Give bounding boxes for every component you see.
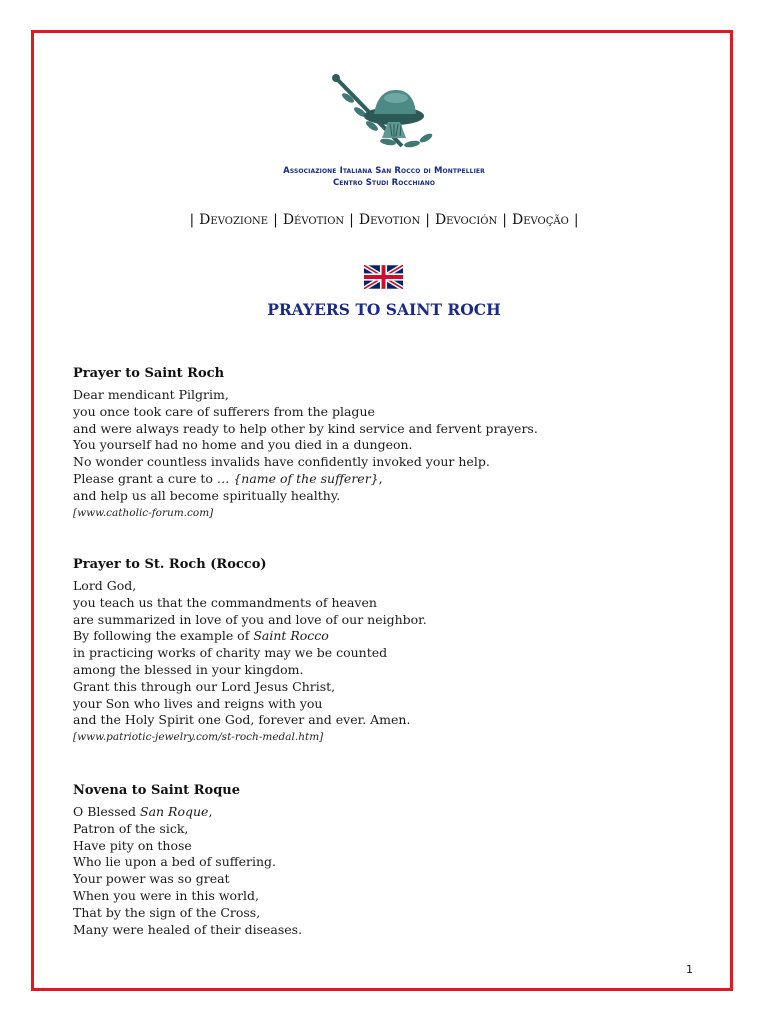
section-heading: Prayer to St. Roch (Rocco)	[73, 557, 267, 572]
prayer-line	[73, 628, 693, 645]
prayer-line: among the blessed in your kingdom.	[73, 661, 304, 677]
prayer-line: Patron of the sick,	[73, 820, 189, 836]
prayer-line: your Son who lives and reigns with you	[73, 695, 323, 711]
prayer-line-text: O Blessed	[73, 804, 141, 819]
prayer-line: you teach us that the commandments of heaven	[73, 594, 377, 610]
prayer-line: Your power was so great	[73, 871, 230, 887]
association-subtitle: Centro Studi Rocchiano	[332, 178, 436, 188]
prayer-line: No wonder countless invalids have confidently invoked your help.	[73, 454, 490, 470]
prayer-line: and were always ready to help other by kind service and fervent prayers.	[73, 420, 538, 436]
prayer-section-3	[73, 783, 693, 938]
punctuation: ,	[378, 470, 383, 486]
nav-item-devozione[interactable]: Devozione	[199, 212, 269, 228]
italic-fragment: San Roque	[140, 804, 209, 819]
nav-separator: |	[349, 212, 354, 228]
prayer-line: Many were healed of their diseases.	[73, 921, 303, 937]
prayer-line-text: Please grant a cure to	[73, 470, 217, 486]
prayer-line: That by the sign of the Cross,	[73, 904, 261, 920]
nav-item-devotion-fr[interactable]: Dévotion	[282, 212, 345, 228]
nav-separator: |	[573, 212, 579, 228]
section-heading: Prayer to Saint Roch	[73, 366, 225, 381]
prayer-line: are summarized in love of you and love of our neighbor.	[73, 611, 427, 627]
prayer-line: When you were in this world,	[73, 887, 260, 903]
nav-separator: |	[502, 212, 507, 228]
nav-item-devocao[interactable]: Devoção	[511, 212, 569, 228]
prayer-line-text: By following the example of	[73, 628, 254, 644]
pilgrim-hat-staff-logo-icon	[330, 72, 448, 156]
prayer-section-1	[73, 366, 693, 519]
section-heading: Novena to Saint Roque	[73, 783, 241, 798]
prayer-section-2	[73, 557, 693, 743]
italic-fragment: … {name of the sufferer}	[216, 470, 379, 486]
page-number: 1	[686, 963, 693, 976]
prayer-line: You yourself had no home and you died in a dungeon.	[73, 437, 413, 453]
source-citation: [www.patriotic-jewelry.com/st-roch-medal.htm]	[73, 731, 324, 744]
uk-flag-icon[interactable]	[364, 265, 403, 289]
page-title: PRAYERS TO SAINT ROCH	[267, 300, 501, 319]
nav-separator: |	[425, 212, 430, 228]
prayer-line: you once took care of sufferers from the plague	[73, 403, 375, 419]
nav-item-devocion[interactable]: Devoción	[434, 212, 498, 228]
prayer-line: Have pity on those	[73, 837, 192, 853]
prayer-line: in practicing works of charity may we be counted	[73, 645, 388, 661]
italic-fragment: Saint Rocco	[253, 628, 329, 644]
source-citation: [www.catholic-forum.com]	[73, 506, 214, 519]
language-nav	[0, 212, 768, 228]
nav-separator: |	[273, 212, 278, 228]
nav-item-devotion-en[interactable]: Devotion	[358, 212, 421, 228]
prayer-line: Who lie upon a bed of suffering.	[73, 854, 277, 870]
prayer-line	[73, 471, 693, 488]
nav-separator: |	[189, 212, 195, 228]
prayer-line: and help us all become spiritually healthy.	[73, 487, 341, 503]
association-name: Associazione Italiana San Rocco di Montpellier	[283, 166, 485, 176]
punctuation: ,	[208, 804, 213, 819]
prayer-line: and the Holy Spirit one God, forever and ever. Amen.	[73, 712, 411, 728]
prayer-line: Dear mendicant Pilgrim,	[73, 387, 229, 402]
prayer-line	[73, 804, 693, 821]
prayer-line: Lord God,	[73, 578, 137, 593]
prayer-line: Grant this through our Lord Jesus Christ,	[73, 678, 336, 694]
